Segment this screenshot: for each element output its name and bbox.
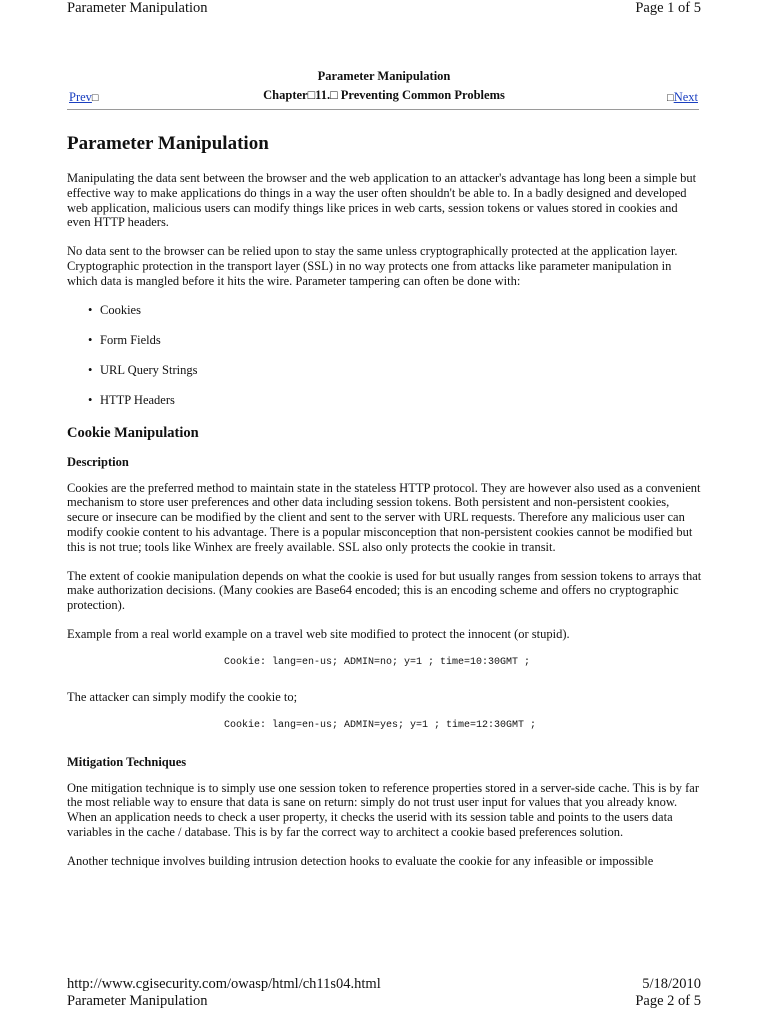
bullet-icon: • [88, 332, 93, 347]
next-nav [667, 88, 698, 106]
bullet-icon: • [88, 392, 93, 407]
after-code-paragraph: The attacker can simply modify the cookie to; [67, 689, 298, 704]
list-item: • Form Fields [88, 332, 161, 347]
description-paragraph: Cookies are the preferred method to maintain state in the stateless HTTP protocol. They are however also used as a convenient mechanism to store user preferences and other data including session tokens. Both persistent and non-persistent cookies, secure or insecure can be modified by the client and sent to the server with URL requests. Therefore any malicious user can modify cookie content to his advantage. There is a popular misconception that non-persistent cookies cannot be modified but this is not true; tools like Winhex are freely available. SSL also only protects the cookie in transit. [67, 480, 701, 554]
list-item: • URL Query Strings [88, 362, 198, 377]
list-item: • HTTP Headers [88, 392, 175, 407]
page-title: Parameter Manipulation [67, 133, 269, 154]
cookie-section-heading: Cookie Manipulation [67, 424, 199, 441]
box-glyph-icon: □ [667, 92, 674, 104]
bullet-icon: • [88, 302, 93, 317]
mitigation-paragraph: Another technique involves building intrusion detection hooks to evaluate the cookie for any infeasible or impossible [67, 853, 654, 868]
intro-paragraph: No data sent to the browser can be relied upon to stay the same unless cryptographically protected at the application layer. Cryptographic protection in the transport layer (SSL) in no way protects one from attacks like parameter manipulation in which data is mangled before it hits the wire. Parameter tampering can often be done with: [67, 244, 678, 288]
intro-paragraph: Manipulating the data sent between the browser and the web application to an attacker's advantage has long been a simple but effective way to make applications do things in a way the user often shouldn't be able to. In a badly designed and developed web application, malicious users can modify things like prices in web carts, session tokens or values stored in cookies and even HTTP headers. [67, 171, 697, 230]
mitigation-paragraph: One mitigation technique is to simply use one session token to reference properties stored in a server-side cache. This is by far the most reliable way to ensure that data is sane on return: simply do not trust user input for values that you already know. When an application needs to check a user property, it checks the userid with its session table and points to the users data variables in the cache / database. This is by far the correct way to architect a cookie based preferences solution. [67, 780, 699, 839]
next-link[interactable]: Next [673, 90, 698, 104]
box-glyph-icon: □ [91, 92, 99, 104]
mitigation-heading: Mitigation Techniques [67, 754, 187, 769]
footer-date: 5/18/2010 [642, 976, 701, 992]
next-page-header-page: Page 2 of 5 [635, 993, 701, 1009]
code-example: Cookie: lang=en-us; ADMIN=yes; y=1 ; time=12:30GMT ; [224, 719, 537, 731]
tamper-vector-list [67, 303, 702, 408]
next-page-header-title: Parameter Manipulation [67, 993, 208, 1009]
prev-link[interactable]: Prev [69, 90, 92, 104]
description-paragraph: The extent of cookie manipulation depends on what the cookie is used for but usually ranges from session tokens to arrays that make authorization decisions. (Many cookies are Base64 encoded; this is an encoding scheme and offers no cryptographic protection). [67, 568, 702, 613]
description-paragraph: Example from a real world example on a travel web site modified to protect the innocent (or stupid). [67, 626, 570, 641]
code-example: Cookie: lang=en-us; ADMIN=no; y=1 ; time=10:30GMT ; [224, 656, 531, 668]
print-header-page: Page 1 of 5 [635, 0, 701, 16]
main-content [67, 131, 702, 883]
nav-chapter-title: Chapter□11.□ Preventing Common Problems [263, 88, 505, 102]
prev-nav [69, 88, 99, 106]
bullet-icon: • [88, 362, 93, 377]
print-header-title: Parameter Manipulation [67, 0, 208, 16]
footer-url: http://www.cgisecurity.com/owasp/html/ch11s04.html [67, 976, 381, 992]
nav-section-title: Parameter Manipulation [317, 69, 451, 83]
list-item: • Cookies [88, 302, 141, 317]
description-heading: Description [67, 454, 129, 469]
nav-divider [67, 109, 699, 110]
